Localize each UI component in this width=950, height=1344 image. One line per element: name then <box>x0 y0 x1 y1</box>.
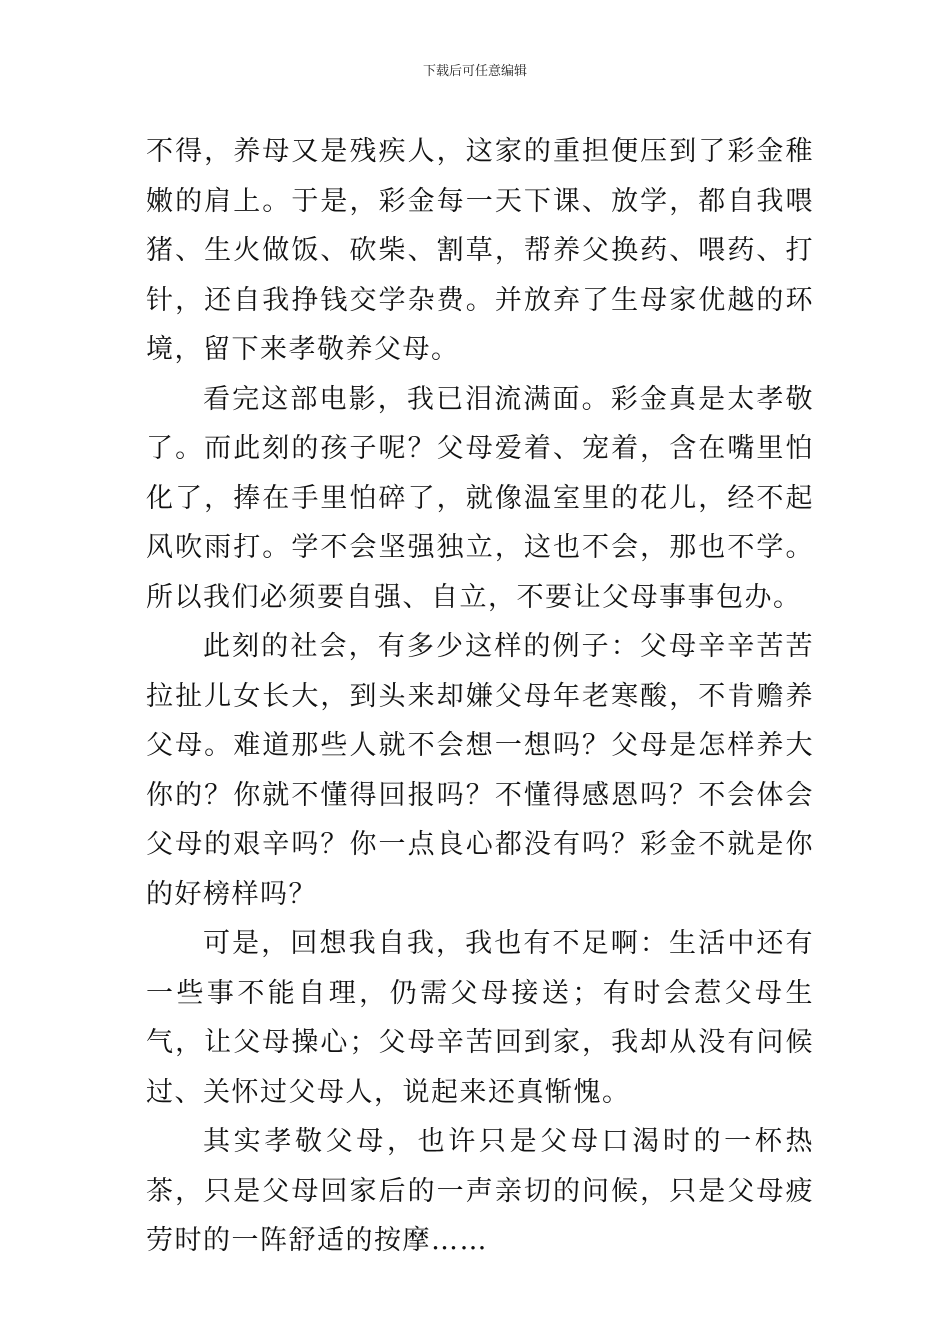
paragraph-5: 其实孝敬父母，也许只是父母口渴时的一杯热茶，只是父母回家后的一声亲切的问候，只是父母疲劳时的一阵舒适的按摩…… <box>146 1126 814 1256</box>
paragraph-continuation: 不得，养母又是残疾人，这家的重担便压到了彩金稚嫩的肩上。于是，彩金每一天下课、放学，都自我喂猪、生火做饭、砍柴、割草，帮养父换药、喂药、打针，还自我挣钱交学杂费。并放弃了生母家优越的环境，留下来孝敬养父母。 <box>146 136 814 365</box>
document-body <box>146 127 814 1266</box>
paragraph-4: 可是，回想我自我，我也有不足啊：生活中还有一些事不能自理，仍需父母接送；有时会惹父母生气，让父母操心；父母辛苦回到家，我却从没有问候过、关怀过父母人，说起来还真惭愧。 <box>146 928 814 1108</box>
paragraph-3: 此刻的社会，有多少这样的例子：父母辛辛苦苦拉扯儿女长大，到头来却嫌父母年老寒酸，不肯赡养父母。难道那些人就不会想一想吗？父母是怎样养大你的？你就不懂得回报吗？不懂得感恩吗？不会体会父母的艰辛吗？你一点良心都没有吗？彩金不就是你的好榜样吗？ <box>146 631 814 910</box>
page-header: 下载后可任意编辑 <box>422 64 527 79</box>
paragraph-2: 看完这部电影，我已泪流满面。彩金真是太孝敬了。而此刻的孩子呢？父母爱着、宠着，含在嘴里怕化了，捧在手里怕碎了，就像温室里的花儿，经不起风吹雨打。学不会坚强独立，这也不会，那也不学。所以我们必须要自强、自立，不要让父母事事包办。 <box>146 383 814 613</box>
